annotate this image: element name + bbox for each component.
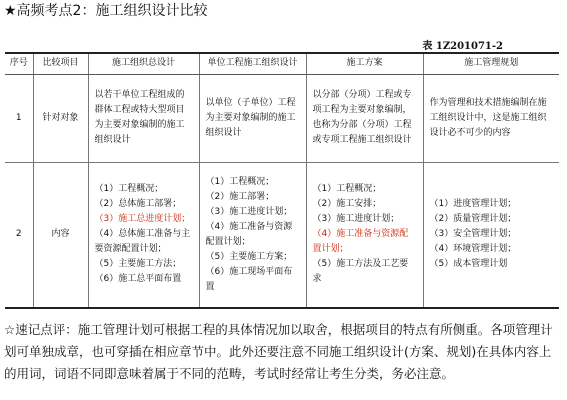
row-number: 1 [5,74,33,162]
list-item: （2）质量管理计划； [429,214,517,225]
list-item: （4）施工准备与资源配置计划； [312,229,409,255]
list-item: （4）环境管理计划； [429,244,517,255]
page-heading: ★高频考点2：施工组织设计比较 [4,3,208,19]
cell-total-design [88,162,199,308]
review-note: ☆速记点评：施工管理计划可根据工程的具体情况加以取舍，根据项目的特点有所侧重。各项管理计划可单独成章，也可穿插在相应章节中。此外还要注意不同施工组织设计(方案、规划)在具体内容上的用词，词语不同即意味着属于不同的范畴，考试时经常让考生分类，务必注意。 [4,322,553,381]
table-row [5,162,559,308]
list-item: （2）施工部署； [205,191,275,202]
list-item: （6）施工总平面布置 [94,274,182,285]
table-header-row [5,53,559,74]
content-list [206,175,300,295]
list-item: （5）施工方法及工艺要求 [312,259,409,285]
cell-unit-design [199,162,306,308]
list-item: （1）进度管理计划； [429,199,517,210]
list-item: （3）安全管理计划； [429,229,517,240]
content-list [313,182,417,287]
content-list [430,197,554,272]
cell-text: 以单位（子单位）工程为主要对象编制的施工组织设计 [205,97,296,138]
cell-construction-plan [306,162,423,308]
comparison-table [5,52,559,309]
list-item: （1）工程概况； [94,184,164,195]
list-item: （5）成本管理计划 [429,259,508,270]
content-list [95,182,193,287]
cell-construction-plan [306,74,423,162]
header-unit-design: 单位工程施工组织设计 [199,53,306,74]
header-management-plan: 施工管理规划 [423,53,559,74]
header-no: 序号 [5,53,33,74]
cell-text: 作为管理和技术措施编制在施工组织设计中，这是施工组织设计必不可少的内容 [429,97,547,138]
list-item: （6）施工现场平面布置 [205,266,293,292]
list-item: （4）施工准备与资源配置计划； [205,221,293,247]
list-item: （1）工程概况； [312,184,382,195]
header-construction-plan: 施工方案 [306,53,423,74]
list-item: （5）主要施工方法； [94,259,182,270]
cell-total-design [88,74,199,162]
cell-text: 以若干单位工程组成的群体工程或特大型项目为主要对象编制的施工组织设计 [94,90,185,145]
row-number: 2 [5,162,33,308]
list-item: （1）工程概况； [205,176,275,187]
header-total-design: 施工组织总设计 [88,53,199,74]
header-item: 比较项目 [33,53,88,74]
cell-unit-design [199,74,306,162]
list-item: （3）施工进度计划； [312,214,400,225]
table-row [5,74,559,162]
list-item: （3）施工总进度计划； [94,214,191,225]
cell-text: 以分部（分项）工程或专项工程为主要对象编制，也称为分部（分项）工程或专项工程施工组织设计 [312,90,412,145]
list-item: （2）总体施工部署； [94,199,182,210]
row-item: 内容 [33,162,88,308]
list-item: （4）总体施工准备与主要资源配置计划； [94,229,191,255]
list-item: （5）主要施工方案； [205,251,293,262]
cell-management-plan [423,162,559,308]
list-item: （2）施工安排； [312,199,382,210]
row-item: 针对对象 [33,74,88,162]
cell-management-plan [423,74,559,162]
list-item: （3）施工进度计划； [205,206,293,217]
table-number: 表 1Z201071-2 [422,41,503,52]
